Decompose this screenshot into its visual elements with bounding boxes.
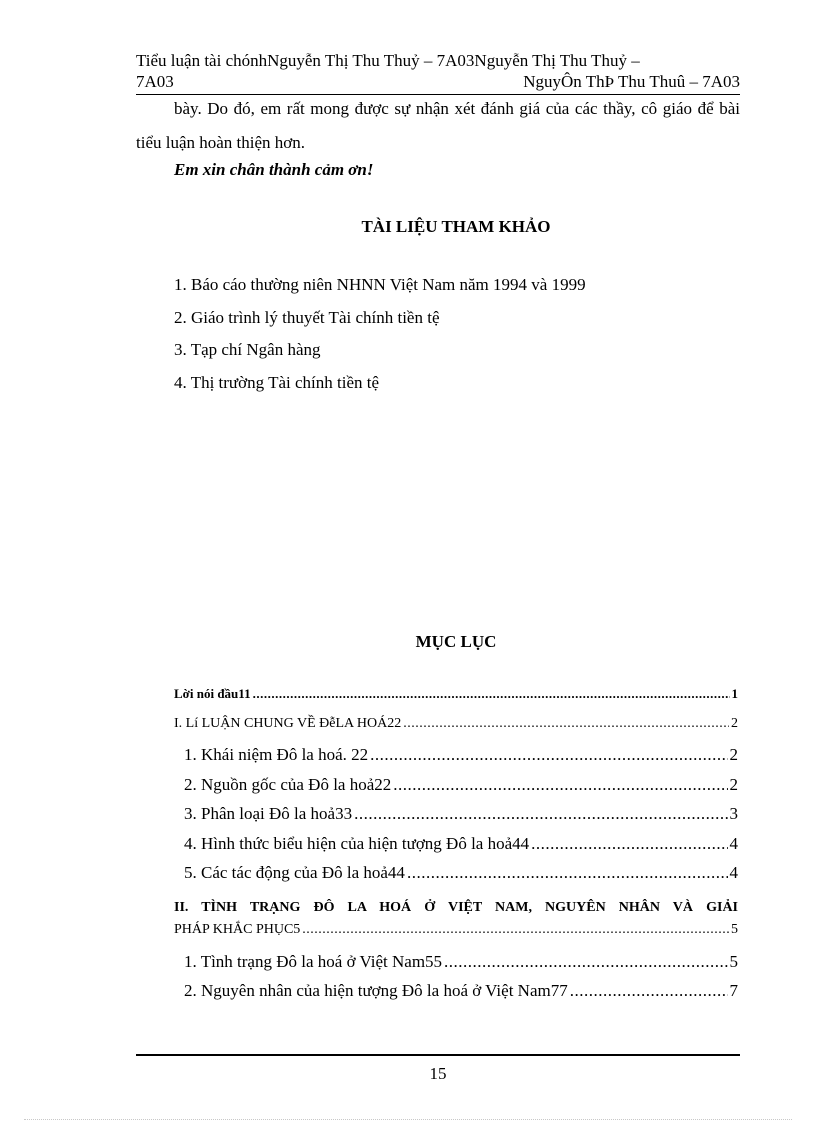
toc-leader-dots (370, 745, 727, 765)
toc-entry-page: 4 (729, 863, 738, 882)
reference-item: 3. Tạp chí Ngân hàng (174, 340, 321, 359)
toc-entry-text: 5. Các tác động của Đô la hoả44 (184, 863, 405, 882)
header-line-2-right: NguyÔn ThÞ Thu Thuû – 7A03 (523, 72, 740, 91)
toc-entry-2-2[interactable] (174, 981, 738, 1011)
reference-item: 2. Giáo trình lý thuyết Tài chính tiền tệ (174, 307, 440, 327)
toc-leader-dots (393, 775, 727, 795)
toc-entry-page: 7 (729, 981, 738, 1000)
toc-entry-text: 2. Nguồn gốc của Đô la hoả22 (184, 774, 392, 794)
toc-leader-dots (531, 834, 727, 854)
toc-leader-dots (403, 716, 729, 732)
toc-leader-dots (407, 863, 728, 883)
toc-title: MỤC LỤC (415, 632, 497, 651)
toc-entry-2-1[interactable] (174, 952, 738, 982)
toc-entry-text: 2. Nguyên nhân của hiện tượng Đô la hoá ở Việt Nam77 (184, 981, 568, 1000)
toc-entry-page: 2 (729, 745, 738, 764)
header-line-2-left: 7A03 (136, 72, 174, 91)
page-header (136, 50, 740, 95)
toc-entry-text: PHÁP KHẮC PHỤC5 (174, 922, 301, 937)
header-line-2 (136, 71, 740, 92)
thanks-line: Em xin chân thành cảm ơn! (174, 160, 374, 179)
toc-leader-dots (570, 981, 728, 1001)
body-paragraph: bày. Do đó, em rất mong được sự nhận xét đánh giá của các thầy, cô giáo để bài tiểu luận hoàn thiện hơn. (136, 99, 740, 152)
toc-entry-page: 2 (729, 774, 738, 794)
toc-leader-dots (302, 922, 729, 938)
page-bottom-edge (24, 1119, 792, 1120)
toc-entry-part-1[interactable] (174, 716, 738, 746)
toc-entry-1-4[interactable] (174, 834, 738, 864)
toc-entry-preface[interactable] (174, 686, 738, 716)
toc-entry-1-1[interactable] (174, 745, 738, 775)
toc-leader-dots (354, 804, 727, 824)
toc-entry-text: 3. Phân loại Đô la hoả33 (184, 804, 353, 823)
toc-entry-1-2[interactable] (174, 775, 738, 805)
footer-rule (136, 1054, 740, 1056)
toc-entry-page: 1 (731, 686, 738, 701)
toc-entry-page: 4 (729, 833, 738, 853)
reference-item: 1. Báo cáo thường niên NHNN Việt Nam năm 1994 và 1999 (174, 275, 586, 294)
toc-entry-1-5[interactable] (174, 863, 738, 893)
toc-entry-text: 4. Hình thức biểu hiện của hiện tượng Đô la hoả44 (184, 833, 530, 853)
toc-entry-part-2[interactable] (174, 922, 738, 952)
toc-entry-page: 5 (731, 922, 738, 937)
references-list (174, 272, 586, 402)
toc-entry-text: I. Lí LUẬN CHUNG VỀ ĐễLA HOÁ22 (174, 715, 402, 731)
toc-leader-dots (444, 952, 727, 972)
header-line-1: Tiểu luận tài chónhNguyễn Thị Thu Thuỷ – 7A03Nguyễn Thị Thu Thuỷ – (136, 51, 640, 70)
toc-entry-text: 1. Khái niệm Đô la hoá. 22 (184, 745, 369, 764)
table-of-contents (174, 686, 738, 1011)
toc-entry-page: 5 (729, 951, 738, 971)
references-title: TÀI LIỆU THAM KHẢO (361, 217, 551, 236)
toc-entry-page: 3 (729, 804, 738, 823)
toc-leader-dots (253, 686, 730, 702)
toc-entry-page: 2 (731, 715, 738, 731)
toc-entry-part-2-line-1[interactable]: II. TÌNH TRẠNG ĐÔ LA HOÁ Ở VIỆT NAM, NGUYÊN NHÂN VÀ GIẢI (174, 899, 738, 915)
page-number: 15 (429, 1064, 447, 1083)
reference-item: 4. Thị trường Tài chính tiền tệ (174, 372, 380, 392)
toc-entry-1-3[interactable] (174, 804, 738, 834)
toc-entry-text: 1. Tình trạng Đô la hoá ở Việt Nam55 (184, 951, 443, 971)
toc-entry-text: Lời nói đầu11 (174, 686, 251, 701)
